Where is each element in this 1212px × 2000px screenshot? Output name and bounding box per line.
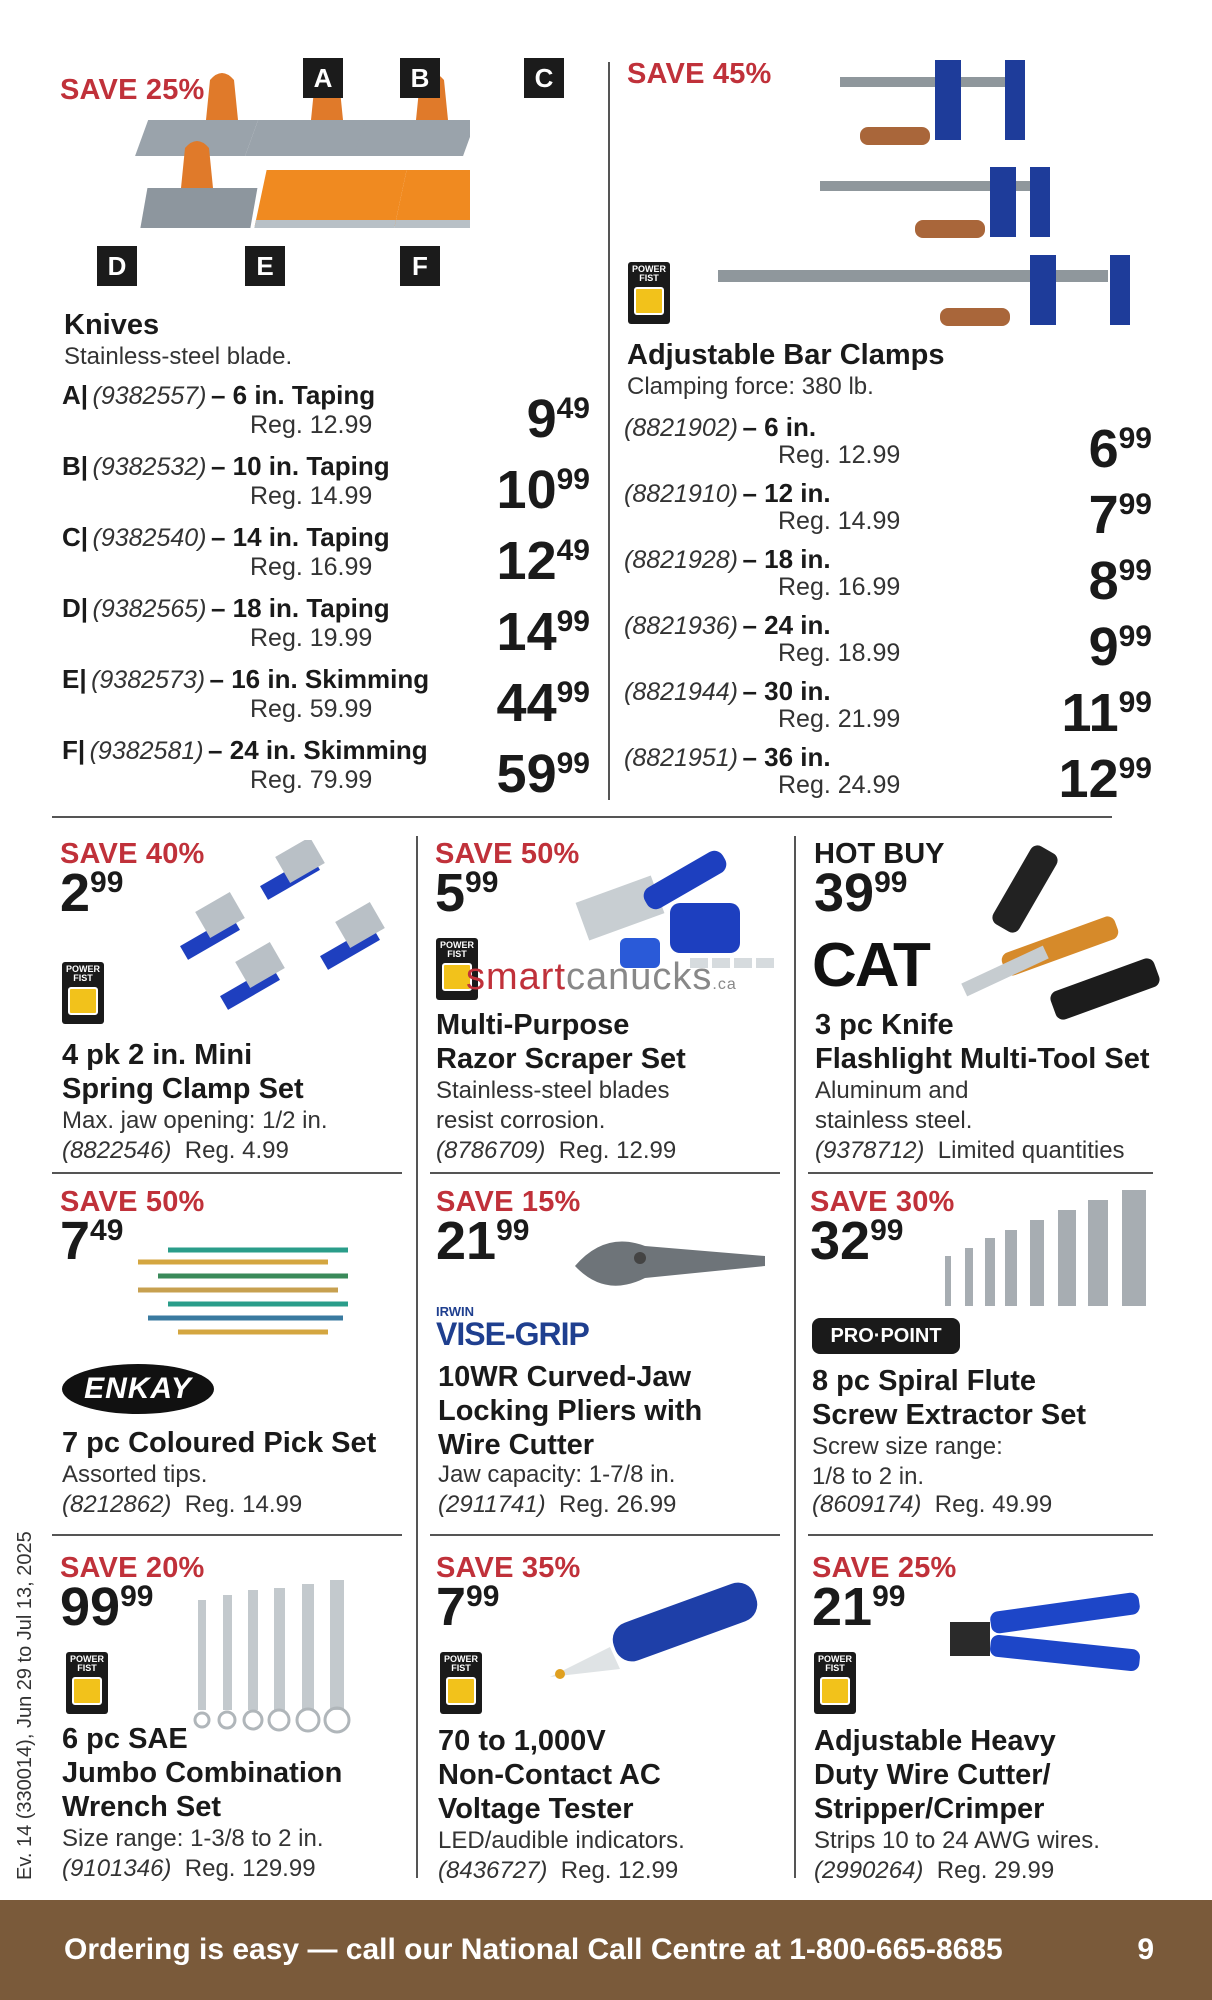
p2-price: 599	[435, 863, 499, 923]
p5-sku-reg: (2911741) Reg. 26.99	[438, 1491, 677, 1518]
fist-icon	[72, 1677, 102, 1705]
p2-sku-reg: (8786709) Reg. 12.99	[436, 1137, 677, 1164]
knife-row-price: 949	[526, 389, 590, 449]
fist-icon	[634, 287, 664, 315]
clamps-save-label: SAVE 45%	[627, 58, 772, 90]
clamp-row	[624, 740, 831, 774]
p9-price: 2199	[812, 1577, 906, 1637]
clamp-row-reg: Reg. 18.99	[778, 639, 901, 667]
knife-row	[62, 733, 428, 767]
clamp-row-name: – 30 in.	[742, 676, 831, 706]
p1-price: 299	[60, 863, 124, 923]
p4-sku-reg: (8212862) Reg. 14.99	[62, 1491, 303, 1518]
p6-price: 3299	[810, 1211, 904, 1271]
clamp-row-sku: (8821951)	[624, 744, 738, 772]
p7-product-image	[190, 1580, 360, 1740]
p5-title-line3: Wire Cutter	[438, 1429, 595, 1461]
p1-save-label: SAVE 40%	[60, 838, 205, 870]
clamp-row-reg: Reg. 12.99	[778, 441, 901, 469]
fist-icon	[820, 1677, 850, 1705]
watermark-logo: smartcanucks.ca	[466, 956, 737, 998]
p2-desc-line2: resist corrosion.	[436, 1107, 606, 1134]
p3-hot-buy-label: HOT BUY	[814, 838, 945, 870]
cat-logo: CAT	[812, 931, 929, 1000]
enkay-logo: ENKAY	[62, 1364, 214, 1414]
knife-letter-f: F	[400, 246, 440, 286]
knife-row-name: – 16 in. Skimming	[209, 664, 430, 694]
knife-letter-b: B	[400, 58, 440, 98]
power-fist-logo-p8: POWER FIST	[440, 1652, 482, 1714]
p5-title-line1: 10WR Curved-Jaw	[438, 1361, 692, 1393]
power-fist-logo-p7: POWER FIST	[66, 1652, 108, 1714]
p9-product-image	[940, 1582, 1150, 1682]
clamps-desc: Clamping force: 380 lb.	[627, 373, 874, 400]
pro-point-logo: PRO·POINT	[812, 1318, 960, 1354]
p1-desc: Max. jaw opening: 1/2 in.	[62, 1107, 328, 1134]
p7-title-line3: Wrench Set	[62, 1791, 222, 1823]
p8-product-image	[540, 1582, 760, 1692]
p5-product-image	[570, 1226, 780, 1306]
clamp-row	[624, 410, 816, 444]
divider-row2-right	[808, 1534, 1153, 1536]
p5-title-line2: Locking Pliers with	[438, 1395, 703, 1427]
divider-vertical-right	[794, 836, 796, 1878]
p9-title-line1: Adjustable Heavy	[814, 1725, 1056, 1757]
knife-row-sku: (9382573)	[91, 666, 206, 694]
power-fist-logo-p1: POWER FIST	[62, 962, 104, 1024]
clamp-row-price: 899	[1088, 551, 1152, 611]
knife-row-sku: (9382557)	[92, 382, 207, 410]
divider-row2-mid	[430, 1534, 780, 1536]
footer-bar	[0, 1900, 1212, 2000]
fist-icon	[446, 1677, 476, 1705]
clamp-row-reg: Reg. 16.99	[778, 573, 901, 601]
p2-title-line2: Razor Scraper Set	[436, 1043, 686, 1075]
knife-row-reg: Reg. 59.99	[250, 695, 373, 723]
p1-title-line2: Spring Clamp Set	[62, 1073, 304, 1105]
vise-grip-logo: VISE-GRIP	[436, 1316, 589, 1352]
clamp-row-sku: (8821910)	[624, 480, 738, 508]
p9-title-line3: Stripper/Crimper	[814, 1793, 1045, 1825]
p7-sku-reg: (9101346) Reg. 129.99	[62, 1855, 316, 1882]
knife-letter-d: D	[97, 246, 137, 286]
p3-sku-note: (9378712) Limited quantities	[815, 1137, 1125, 1164]
knife-row-letter: E|	[62, 664, 87, 694]
divider-row1-mid	[430, 1172, 780, 1174]
page-number: 9	[1137, 1933, 1154, 1966]
power-fist-logo-p2: POWER FIST	[436, 938, 478, 1000]
power-fist-logo-p9: POWER FIST	[814, 1652, 856, 1714]
p3-price: 3999	[814, 863, 908, 923]
knife-row	[62, 520, 390, 554]
power-fist-logo-clamps: POWER FIST	[628, 262, 670, 324]
p6-desc-line1: Screw size range:	[812, 1433, 1003, 1460]
p1-title-line1: 4 pk 2 in. Mini	[62, 1039, 253, 1071]
p8-desc: LED/audible indicators.	[438, 1827, 685, 1854]
clamp-row-price: 999	[1088, 617, 1152, 677]
p4-save-label: SAVE 50%	[60, 1186, 205, 1218]
p6-title-line1: 8 pc Spiral Flute	[812, 1365, 1036, 1397]
knife-row	[62, 378, 375, 412]
p8-title-line2: Non-Contact AC	[438, 1759, 661, 1791]
clamps-product-image	[700, 55, 1140, 335]
p6-desc-line2: 1/8 to 2 in.	[812, 1463, 925, 1490]
knife-row-reg: Reg. 14.99	[250, 482, 373, 510]
clamp-row-name: – 24 in.	[742, 610, 831, 640]
knife-row-sku: (9382532)	[92, 453, 207, 481]
p3-product-image	[960, 834, 1160, 1034]
clamp-row-sku: (8821936)	[624, 612, 738, 640]
knives-title: Knives	[64, 309, 160, 341]
p9-title-line2: Duty Wire Cutter/	[814, 1759, 1051, 1791]
knife-row-price: 1499	[496, 602, 590, 662]
p1-product-image	[150, 840, 410, 1020]
p8-sku-reg: (8436727) Reg. 12.99	[438, 1857, 679, 1884]
p7-save-label: SAVE 20%	[60, 1552, 205, 1584]
clamp-row-name: – 18 in.	[742, 544, 831, 574]
knife-row-reg: Reg. 79.99	[250, 766, 373, 794]
clamp-row-sku: (8821944)	[624, 678, 738, 706]
p9-save-label: SAVE 25%	[812, 1552, 957, 1584]
clamp-medium-image	[820, 167, 1050, 238]
p4-price: 749	[60, 1211, 124, 1271]
knives-save-label: SAVE 25%	[60, 74, 205, 106]
knife-row-name: – 6 in. Taping	[210, 380, 376, 410]
clamp-row	[624, 608, 831, 642]
knife-row-reg: Reg. 19.99	[250, 624, 373, 652]
clamp-row	[624, 542, 831, 576]
p4-product-image	[128, 1240, 358, 1340]
divider-row2-left	[52, 1534, 402, 1536]
p9-sku-reg: (2990264) Reg. 29.99	[814, 1857, 1055, 1884]
p7-title-line2: Jumbo Combination	[62, 1757, 343, 1789]
p4-title: 7 pc Coloured Pick Set	[62, 1427, 377, 1459]
knife-row-reg: Reg. 16.99	[250, 553, 373, 581]
p3-title-line2: Flashlight Multi-Tool Set	[815, 1043, 1150, 1075]
clamp-row-price: 1199	[1061, 683, 1152, 743]
clamp-row-name: – 6 in.	[742, 412, 817, 442]
knife-row	[62, 662, 429, 696]
clamps-title: Adjustable Bar Clamps	[627, 339, 945, 371]
p2-title-line1: Multi-Purpose	[436, 1009, 630, 1041]
knife-row-reg: Reg. 12.99	[250, 411, 373, 439]
clamp-row-price: 799	[1088, 485, 1152, 545]
knife-row-letter: A|	[62, 380, 89, 410]
knives-desc: Stainless-steel blade.	[64, 343, 293, 370]
knife-row	[62, 449, 390, 483]
divider-vertical-top	[608, 62, 610, 800]
knife-letter-e: E	[245, 246, 285, 286]
knife-row-price: 4499	[496, 673, 590, 733]
knife-row-price: 5999	[496, 744, 590, 804]
clamp-row	[624, 674, 831, 708]
p8-title-line1: 70 to 1,000V	[438, 1725, 606, 1757]
divider-vertical-left	[416, 836, 418, 1878]
p6-title-line2: Screw Extractor Set	[812, 1399, 1087, 1431]
clamp-row-price: 1299	[1058, 749, 1152, 809]
knife-row-letter: D|	[62, 593, 89, 623]
knife-row-name: – 14 in. Taping	[210, 522, 390, 552]
knife-row-name: – 18 in. Taping	[210, 593, 390, 623]
p5-desc: Jaw capacity: 1-7/8 in.	[438, 1461, 676, 1488]
p6-save-label: SAVE 30%	[810, 1186, 955, 1218]
p6-sku-reg: (8609174) Reg. 49.99	[812, 1491, 1053, 1518]
knife-row-letter: C|	[62, 522, 89, 552]
flyer-edition-text: Ev. 14 (330014), Jun 29 to Jul 13, 2025	[14, 1531, 36, 1880]
knife-row-letter: F|	[62, 735, 86, 765]
clamp-small-image	[840, 60, 1025, 145]
clamp-large-image	[718, 255, 1130, 326]
clamp-row-price: 699	[1088, 419, 1152, 479]
p5-price: 2199	[436, 1211, 530, 1271]
clamp-row-sku: (8821928)	[624, 546, 738, 574]
p2-desc-line1: Stainless-steel blades	[436, 1077, 670, 1104]
knife-row-letter: B|	[62, 451, 89, 481]
knife-row-price: 1099	[496, 460, 590, 520]
p7-price: 9999	[60, 1577, 154, 1637]
divider-row1-right	[808, 1172, 1153, 1174]
p3-desc-line2: stainless steel.	[815, 1107, 973, 1134]
knife-row-sku: (9382565)	[92, 595, 207, 623]
knife-letter-a: A	[303, 58, 343, 98]
knife-row	[62, 591, 390, 625]
knife-letter-c: C	[524, 58, 564, 98]
p1-sku-reg: (8822546) Reg. 4.99	[62, 1137, 289, 1164]
p7-title-line1: 6 pc SAE	[62, 1723, 188, 1755]
p2-save-label: SAVE 50%	[435, 838, 580, 870]
p9-desc: Strips 10 to 24 AWG wires.	[814, 1827, 1100, 1854]
p3-title-line1: 3 pc Knife	[815, 1009, 954, 1041]
p6-product-image	[940, 1186, 1150, 1316]
knife-row-sku: (9382581)	[89, 737, 204, 765]
knife-row-price: 1249	[496, 531, 590, 591]
p8-save-label: SAVE 35%	[436, 1552, 581, 1584]
knife-f-image	[394, 170, 470, 228]
knife-e-image	[254, 170, 406, 228]
fist-icon	[68, 987, 98, 1015]
clamp-row	[624, 476, 831, 510]
p8-price: 799	[436, 1577, 500, 1637]
clamp-row-reg: Reg. 14.99	[778, 507, 901, 535]
clamp-row-reg: Reg. 24.99	[778, 771, 901, 799]
knife-row-sku: (9382540)	[92, 524, 207, 552]
p8-title-line3: Voltage Tester	[438, 1793, 634, 1825]
p3-desc-line1: Aluminum and	[815, 1077, 969, 1104]
p7-desc: Size range: 1-3/8 to 2 in.	[62, 1825, 324, 1852]
knife-row-name: – 10 in. Taping	[210, 451, 390, 481]
irwin-logo: IRWIN	[436, 1304, 475, 1319]
clamp-row-name: – 12 in.	[742, 478, 831, 508]
clamp-row-sku: (8821902)	[624, 414, 738, 442]
knife-row-name: – 24 in. Skimming	[208, 735, 428, 765]
p4-desc: Assorted tips.	[62, 1461, 208, 1488]
divider-horizontal-1	[52, 816, 1112, 818]
p5-save-label: SAVE 15%	[436, 1186, 581, 1218]
divider-row1-left	[52, 1172, 402, 1174]
clamp-row-name: – 36 in.	[742, 742, 831, 772]
footer-message: Ordering is easy — call our National Call Centre at 1-800-665-8685	[64, 1933, 1003, 1966]
clamp-row-reg: Reg. 21.99	[778, 705, 901, 733]
